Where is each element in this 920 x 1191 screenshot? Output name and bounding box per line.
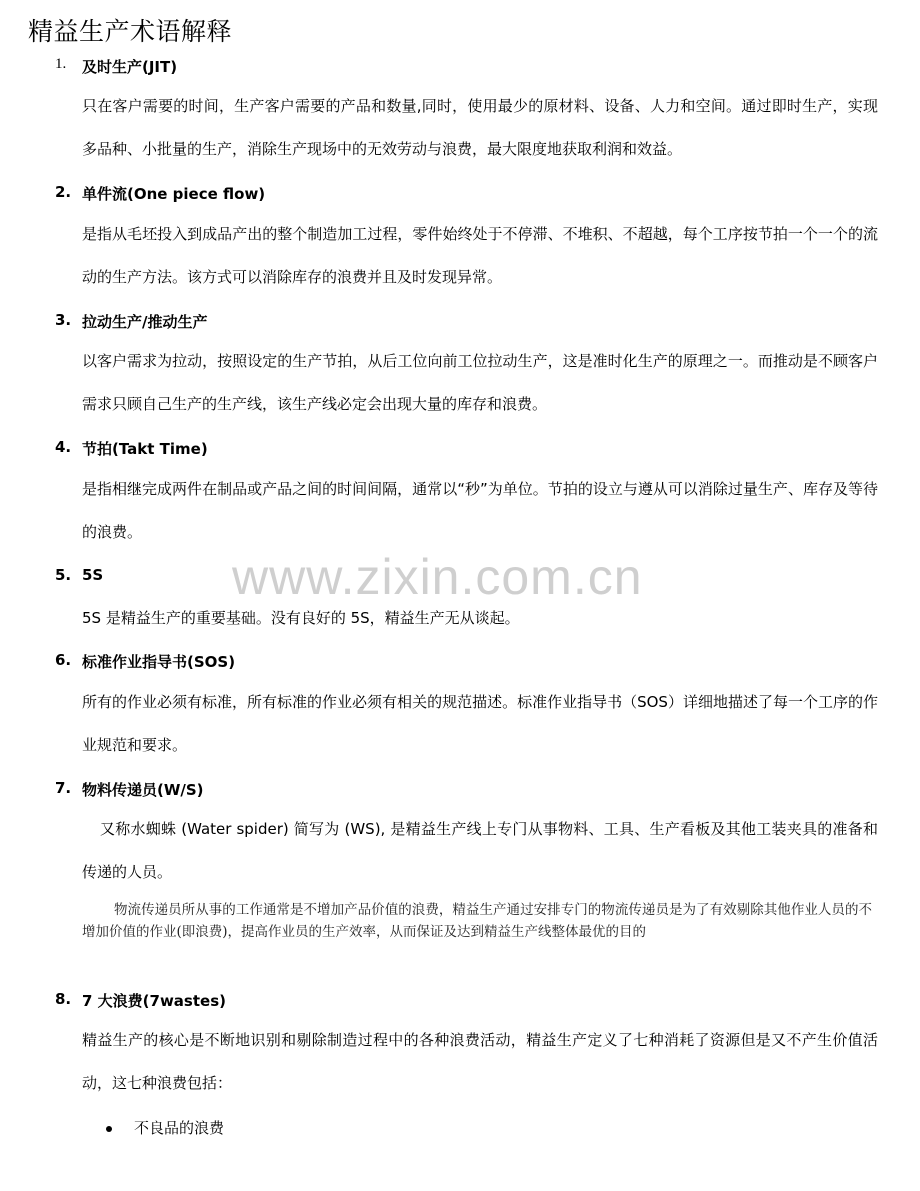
section-number: 6. — [55, 651, 72, 669]
section-body: 又称水蜘蛛 (Water spider) 简写为 (WS), 是精益生产线上专门从事物料、工具、生产看板及其他工装夹具的准备和传递的人员。 — [82, 820, 878, 881]
section-body: 以客户需求为拉动，按照设定的生产节拍，从后工位向前工位拉动生产，这是准时化生产的原理之一。而推动是不顾客户需求只顾自己生产的生产线，该生产线必定会出现大量的库存和浪费。 — [82, 352, 878, 413]
section-heading: 及时生产(JIT) — [82, 58, 178, 76]
section-heading: 5S — [82, 566, 104, 584]
document-title: 精益生产术语解释 — [28, 17, 233, 46]
watermark: www.zixin.com.cn — [232, 549, 643, 605]
section-number: 8. — [55, 990, 72, 1008]
section-heading: 拉动生产/推动生产 — [82, 313, 208, 331]
section-body: 只在客户需要的时间，生产客户需要的产品和数量,同时，使用最少的原材料、设备、人力和空间。通过即时生产，实现多品种、小批量的生产，消除生产现场中的无效劳动与浪费，最大限度地获取利润和效益。 — [82, 97, 878, 158]
section-heading: 标准作业指导书(SOS) — [82, 653, 236, 671]
section-heading: 物料传递员(W/S) — [82, 781, 204, 799]
section-body: 是指从毛坯投入到成品产出的整个制造加工过程，零件始终处于不停滞、不堆积、不超越，每个工序按节拍一个一个的流动的生产方法。该方式可以消除库存的浪费并且及时发现异常。 — [82, 225, 878, 286]
section-note: 物流传递员所从事的工作通常是不增加产品价值的浪费，精益生产通过安排专门的物流传递员是为了有效剔除其他作业人员的不增加价值的作业(即浪费)，提高作业员的生产效率，从而保证及达到精益生产线整体最优的目的 — [82, 902, 872, 940]
section-number: 1. — [55, 56, 67, 72]
section-number: 7. — [55, 779, 72, 797]
bullet-icon — [106, 1126, 112, 1132]
section-body: 精益生产的核心是不断地识别和剔除制造过程中的各种浪费活动，精益生产定义了七种消耗了资源但是又不产生价值活动，这七种浪费包括： — [82, 1031, 878, 1092]
section-heading: 7 大浪费(7wastes) — [82, 992, 226, 1010]
section-body: 所有的作业必须有标准，所有标准的作业必须有相关的规范描述。标准作业指导书（SOS）详细地描述了每一个工序的作业规范和要求。 — [82, 693, 878, 754]
section-body: 5S 是精益生产的重要基础。没有良好的 5S，精益生产无从谈起。 — [82, 609, 520, 627]
section-body: 是指相继完成两件在制品或产品之间的时间间隔，通常以“秒”为单位。节拍的设立与遵从可以消除过量生产、库存及等待的浪费。 — [82, 480, 878, 541]
section-heading: 单件流(One piece flow) — [82, 185, 266, 203]
section-number: 5. — [55, 566, 72, 584]
section-number: 3. — [55, 311, 72, 329]
section-number: 4. — [55, 438, 72, 456]
section-number: 2. — [55, 183, 72, 201]
list-item-label: 不良品的浪费 — [134, 1119, 225, 1137]
section-heading: 节拍(Takt Time) — [82, 440, 208, 458]
list-item — [106, 1117, 224, 1138]
